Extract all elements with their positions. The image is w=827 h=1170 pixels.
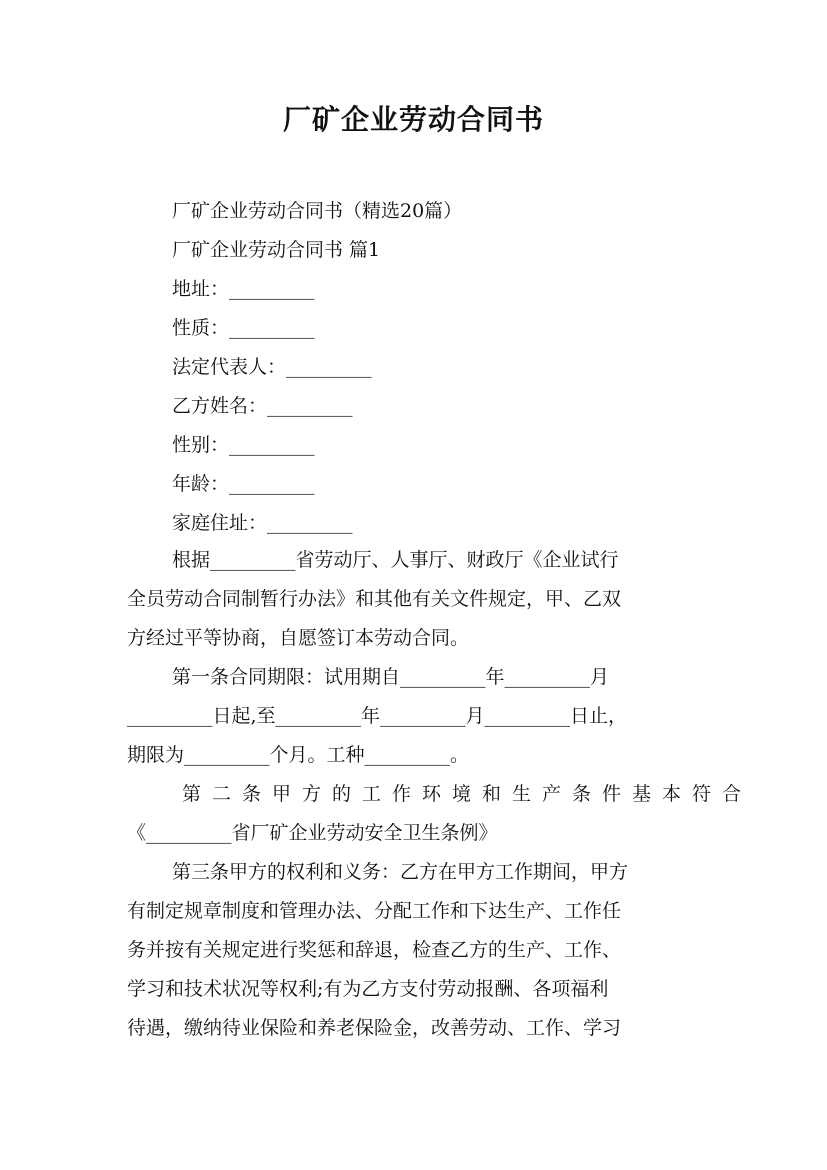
article-1-line: 期限为_________个月。工种_________。: [127, 744, 470, 766]
paragraph-basis-line: 根据_________省劳动厅、人事厅、财政厅《企业试行: [172, 549, 619, 571]
field-age: 年龄：_________: [172, 473, 315, 495]
paragraph-basis-line: 方经过平等协商，自愿签订本劳动合同。: [127, 627, 470, 649]
article-1-line: _________日起,至_________年_________月_________日止，: [127, 705, 628, 727]
section-heading: 厂矿企业劳动合同书 篇1: [172, 239, 381, 261]
field-legal-representative: 法定代表人：_________: [172, 356, 372, 378]
document-subtitle: 厂矿企业劳动合同书（精选20篇）: [172, 200, 463, 222]
article-2-line: 第二条甲方的工作环境和生产条件基本符合: [182, 783, 753, 805]
field-party-b-name: 乙方姓名：_________: [172, 395, 353, 417]
article-3-line: 务并按有关规定进行奖惩和辞退，检查乙方的生产、工作、: [127, 939, 622, 961]
article-3-line: 学习和技术状况等权利;有为乙方支付劳动报酬、各项福利: [127, 978, 609, 1000]
field-address: 地址：_________: [172, 278, 315, 300]
article-3-line: 有制定规章制度和管理办法、分配工作和下达生产、工作任: [127, 900, 622, 922]
document-title: 厂矿企业劳动合同书: [282, 103, 544, 136]
article-3-line: 待遇，缴纳待业保险和养老保险金，改善劳动、工作、学习: [127, 1017, 622, 1039]
article-3-line: 第三条甲方的权利和义务：乙方在甲方工作期间，甲方: [172, 861, 629, 883]
field-gender: 性别：_________: [172, 434, 315, 456]
article-2-line: 《_________省厂矿企业劳动安全卫生条例》: [127, 822, 498, 844]
field-nature: 性质：_________: [172, 317, 315, 339]
field-home-address: 家庭住址：_________: [172, 512, 353, 534]
article-1-line: 第一条合同期限：试用期自_________年_________月: [172, 666, 610, 688]
paragraph-basis-line: 全员劳动合同制暂行办法》和其他有关文件规定，甲、乙双: [127, 588, 622, 610]
